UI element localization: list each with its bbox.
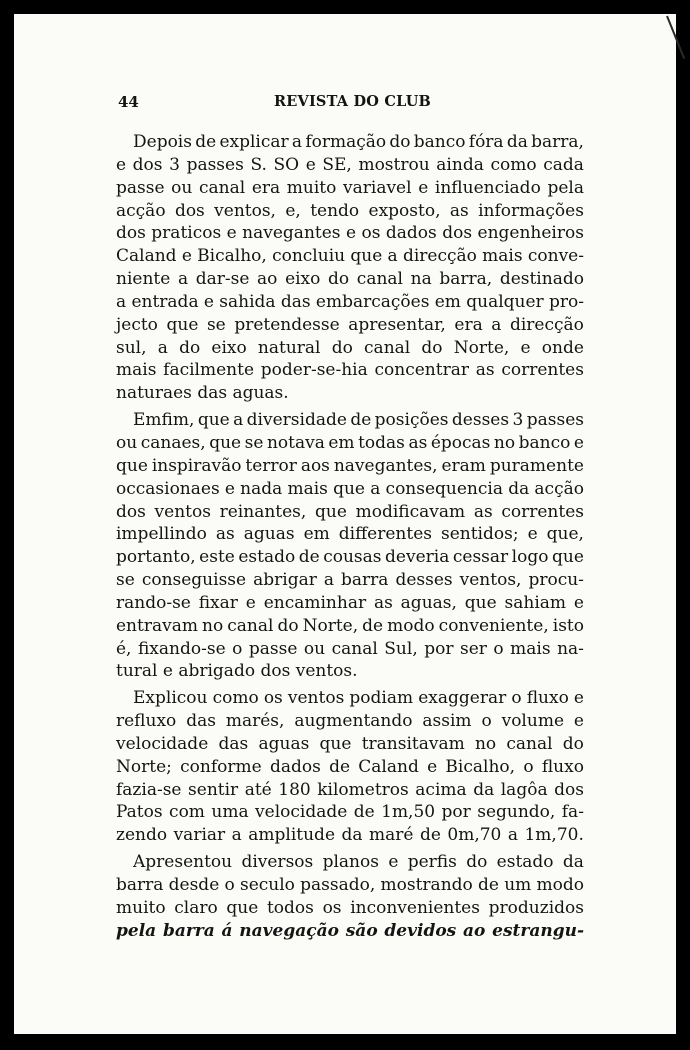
text-line: Patos com uma velocidade de 1m,50 por segundo, fa- [116, 802, 584, 823]
paragraph [116, 131, 584, 405]
text-line: jecto que se pretendesse apresentar, era a direcção [116, 314, 584, 335]
paragraph [116, 687, 584, 847]
paragraph [116, 851, 584, 942]
text-line: e dos 3 passes S. SO e SE, mostrou ainda como cada [116, 154, 584, 175]
text-line: dos praticos e navegantes e os dados dos engenheiros [116, 223, 584, 244]
text-line: que inspiravão terror aos navegantes, eram puramente [116, 455, 584, 476]
text-line: occasionaes e nada mais que a consequencia da acção [116, 478, 584, 499]
page-header [118, 92, 446, 116]
text-line: muito claro que todos os inconvenientes produzidos [116, 897, 584, 918]
text-line: tural e abrigado dos ventos. [116, 661, 358, 682]
text-line: entravam no canal do Norte, de modo conveniente, isto [116, 615, 584, 636]
text-line: naturaes das aguas. [116, 383, 289, 404]
text-line: mais facilmente poder-se-hia concentrar as correntes [116, 360, 584, 381]
text-line: Explicou como os ventos podiam exaggerar o fluxo e [133, 688, 584, 709]
text-line: ou canaes, que se notava em todas as épocas no banco e [116, 432, 584, 453]
text-line: refluxo das marés, augmentando assim o volume e [116, 711, 584, 732]
text-line: se conseguisse abrigar a barra desses ventos, procu- [116, 570, 584, 591]
book-page [14, 14, 676, 1034]
text-line: sul, a do eixo natural do canal do Norte, e onde [116, 337, 584, 358]
text-line: Depois de explicar a formação do banco fóra da barra, [133, 132, 584, 152]
page-number: 44 [118, 93, 139, 111]
text-line: passe ou canal era muito variavel e influenciado pela [116, 177, 584, 198]
text-line: é, fixando-se o passe ou canal Sul, por ser o mais na- [116, 638, 584, 659]
body-text [116, 131, 584, 943]
text-line: impellindo as aguas em differentes sentidos; e que, [116, 524, 584, 545]
text-line: Norte; conforme dados de Caland e Bicalho, o fluxo [116, 756, 584, 777]
text-line: fazia-se sentir até 180 kilometros acima da lagôa dos [116, 779, 584, 800]
text-line: niente a dar-se ao eixo do canal na barra, destinado [116, 269, 584, 290]
text-line: pela barra á navegação são devidos ao estrangu- [116, 920, 584, 941]
text-line: portanto, este estado de cousas deveria cessar logo que [116, 547, 584, 568]
text-line: dos ventos reinantes, que modificavam as correntes [116, 501, 584, 522]
text-line: zendo variar a amplitude da maré de 0m,70 a 1m,70. [116, 825, 584, 846]
scan-artifact [666, 16, 685, 59]
text-line: barra desde o seculo passado, mostrando de um modo [116, 875, 584, 895]
text-line: rando-se fixar e encaminhar as aguas, que sahiam e [116, 592, 584, 613]
text-line: Emfim, que a diversidade de posições desses 3 passes [133, 410, 584, 431]
text-line: Caland e Bicalho, concluiu que a direcção mais conve- [116, 246, 584, 267]
paragraph [116, 409, 584, 683]
text-line: Apresentou diversos planos e perfis do estado da [133, 852, 584, 873]
text-line: a entrada e sahida das embarcações em qualquer pro- [116, 291, 584, 312]
running-title: REVISTA DO CLUB [274, 93, 431, 110]
text-line: acção dos ventos, e, tendo exposto, as informações [116, 200, 584, 221]
text-line: velocidade das aguas que transitavam no canal do [116, 733, 584, 754]
